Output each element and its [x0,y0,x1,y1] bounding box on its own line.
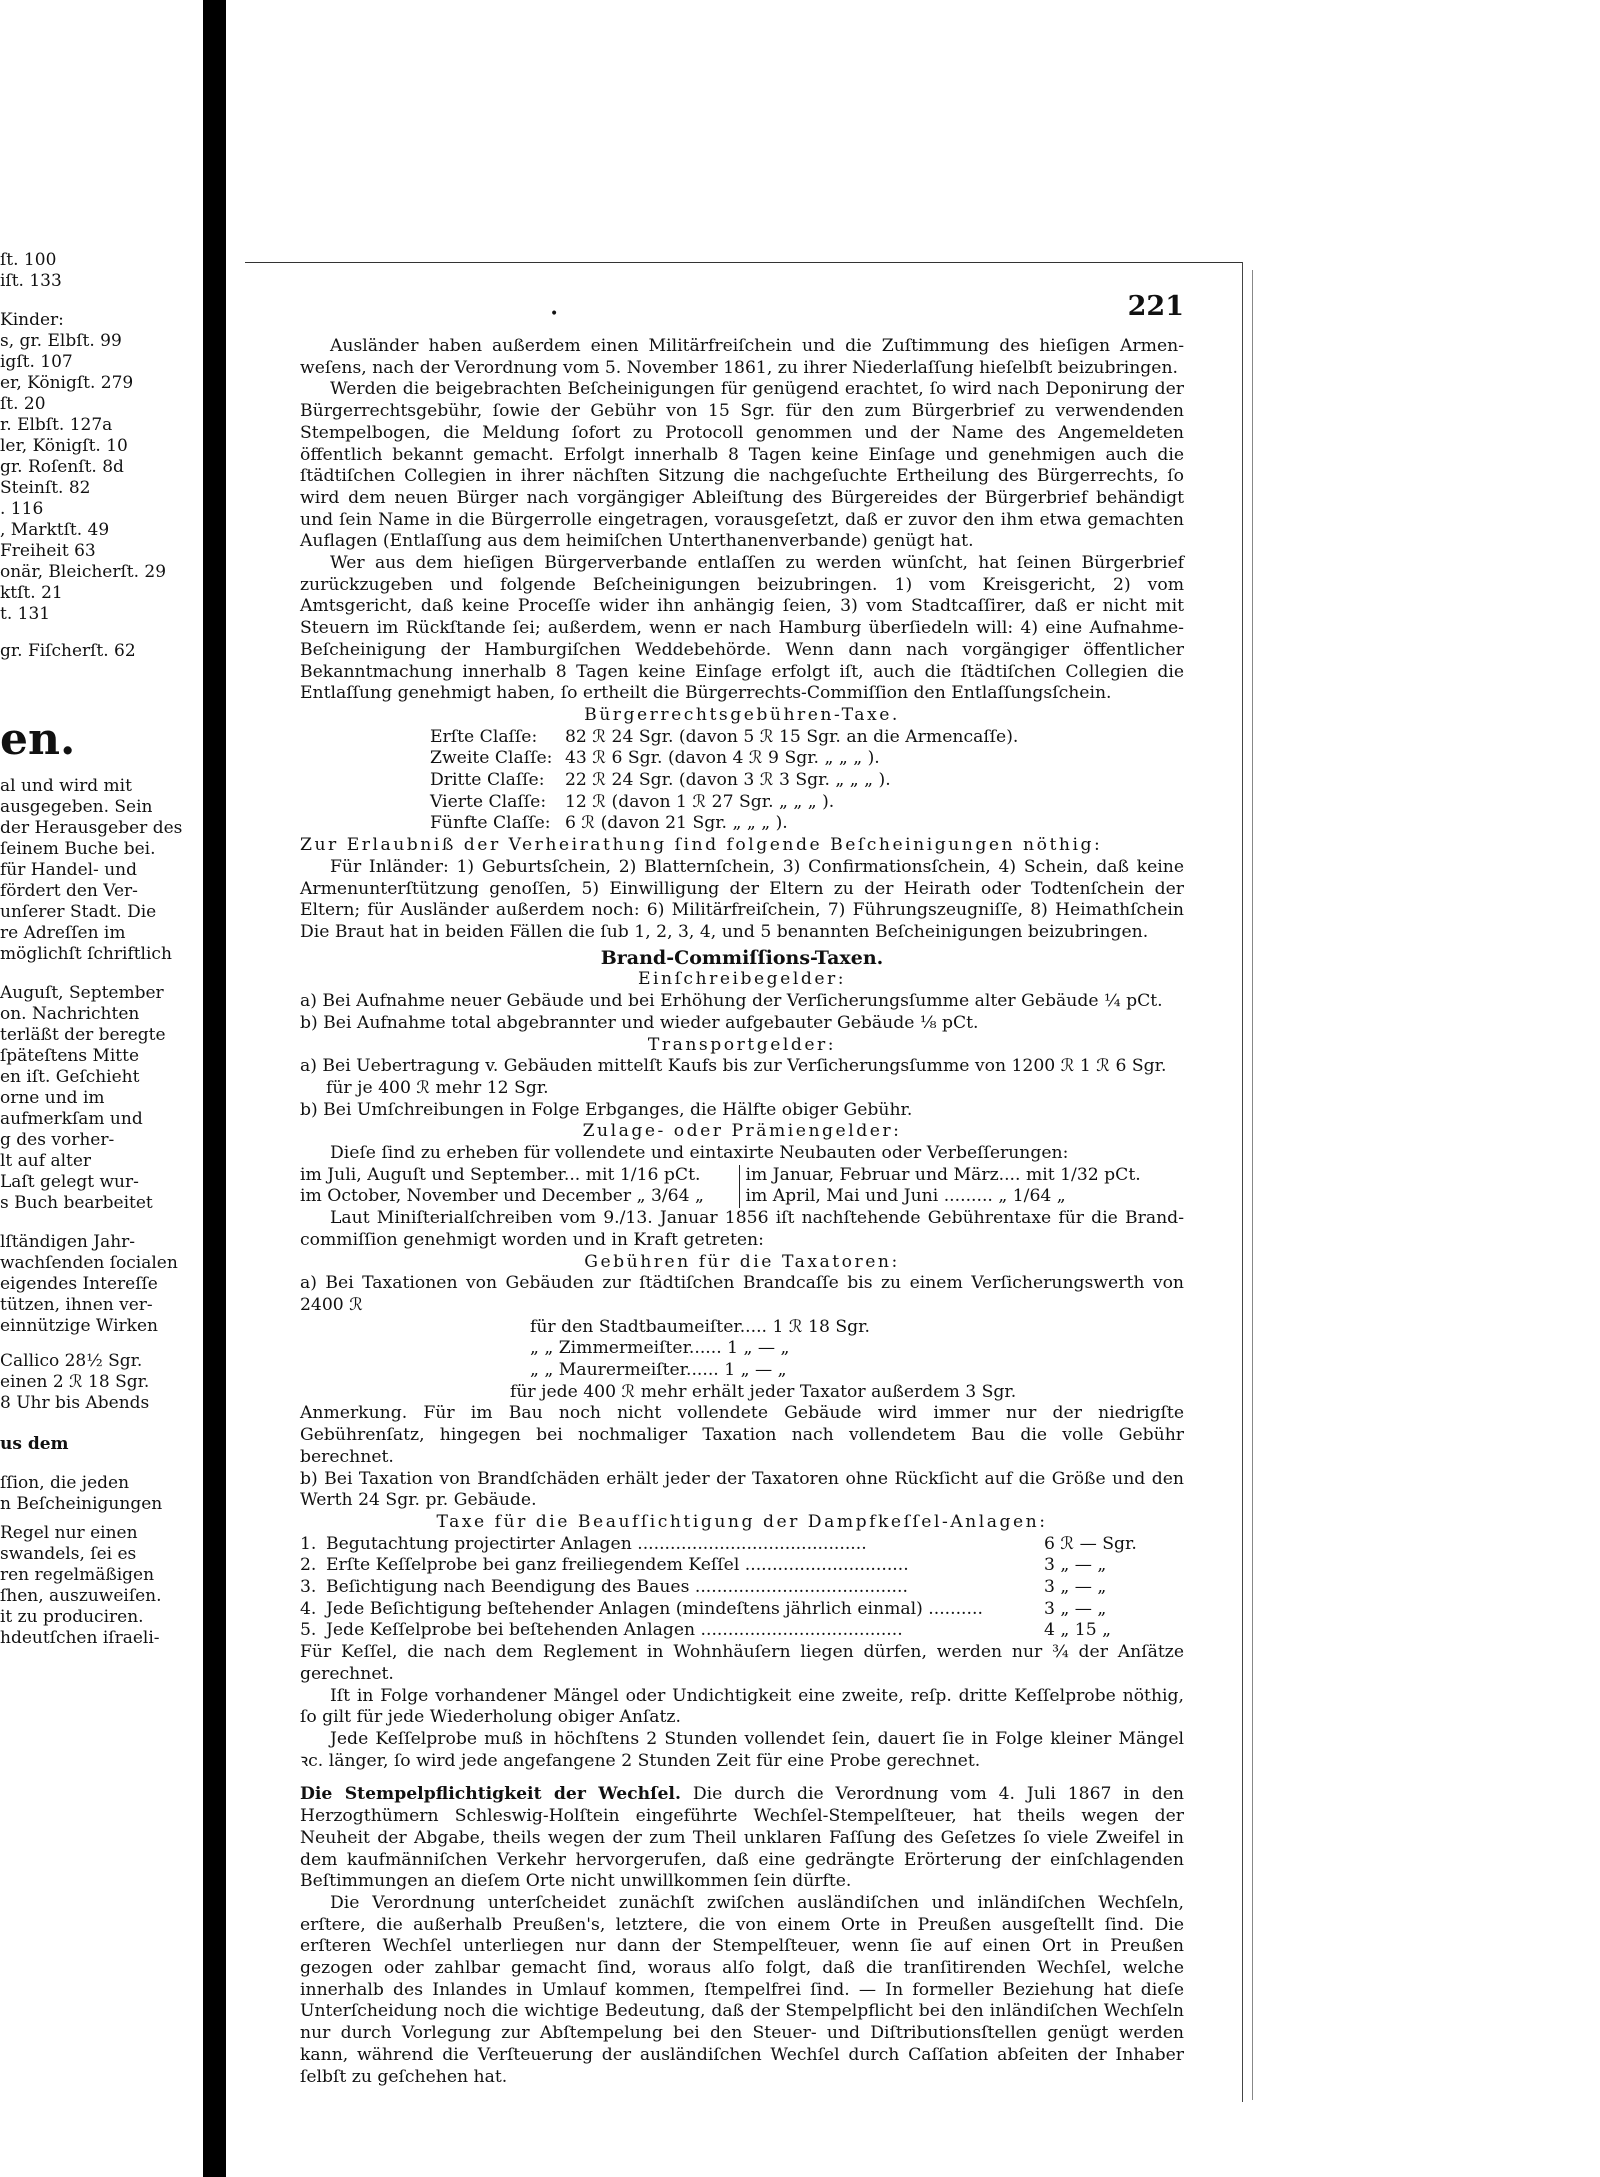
paragraph: Jede Keſſelprobe muß in höchſtens 2 Stunden vollendet ſein, dauert ſie in Folge kleiner Mängel ꝛc. länger, ſo wird jede angefangene 2 Stunden Zeit für eine Probe gerechnet. [300,1729,1184,1771]
section-heading: Brand-Commiſſions-Taxen. [600,946,884,969]
left-line: al und wird mit [0,776,132,796]
fee-class: Dritte Claſſe: [430,770,545,791]
left-line: fördert den Ver- [0,881,138,901]
left-block-d [0,776,200,965]
left-line: Freiheit 63 [0,541,96,561]
article [300,1784,1184,1893]
paragraph: a) Bei Uebertragung v. Gebäuden mittelſt Kaufs bis zur Verſicherungsſumme von 1200 ℛ 1 ℛ 6 Sgr. [300,1056,1167,1077]
premium-table [300,1165,1184,1208]
premium-row: im October, November und December „ 3/64 „ [300,1186,704,1207]
fee-row [300,727,1184,749]
left-line: orne und im [0,1088,105,1108]
left-line: n Beſcheinigungen [0,1494,163,1514]
left-line: terläßt der beregte [0,1025,166,1045]
premium-row: im April, Mai und Juni ......... „ 1/64 „ [745,1186,1066,1207]
left-page-fragment [0,250,200,2110]
fee-value: 6 ℛ (davon 21 Sgr. „ „ „ ). [565,813,788,834]
left-line: Kinder: [0,310,64,330]
paragraph: für je 400 ℛ mehr 12 Sgr. [326,1077,549,1098]
row-number: 5. [300,1620,317,1641]
section-title: Zulage- oder Prämiengelder: [582,1121,902,1142]
taxator-row: „ „ Maurermeiſter...... 1 „ — „ [530,1360,787,1381]
left-line: ſhen, auszuweiſen. [0,1586,162,1606]
fee-row [300,748,1184,770]
left-line: Callico 28½ Sgr. [0,1351,143,1371]
section-title: Bürgerrechtsgebühren-Taxe. [584,704,900,725]
row-value: 3 „ — „ [1044,1555,1107,1576]
left-subheading: us dem [0,1434,69,1454]
boiler-row [300,1555,1184,1577]
left-line: iſt. 133 [0,271,62,291]
left-line: ler, Königſt. 10 [0,436,128,456]
left-line: einnützige Wirken [0,1316,158,1336]
boiler-row [300,1620,1184,1642]
section-title: Einſchreibegelder: [637,969,847,990]
left-line: eigendes Intereſſe [0,1274,158,1294]
taxator-fees [300,1317,1184,1404]
paragraph: Dieſe ſind zu erheben für vollendete und eintaxirte Neubauten oder Verbeſſerungen: [330,1143,1069,1164]
left-line: hdeutſchen iſraeli- [0,1628,160,1648]
fee-table [300,727,1184,836]
left-line: Regel nur einen [0,1523,138,1543]
left-line: swandels, ſei es [0,1544,137,1564]
row-text: Erſte Keſſelprobe bei ganz freiliegendem Keſſel .............................. [326,1555,909,1576]
boiler-row [300,1577,1184,1599]
paragraph: Iſt in Folge vorhandener Mängel oder Undichtigkeit eine zweite, reſp. dritte Keſſelprobe nöthig, ſo gilt für jede Wiederholung obiger Anſatz. [300,1685,1184,1728]
article-text: Die durch die Verordnung vom 4. Juli 1867 in den Herzogthümern Schleswig-Holſtein eingeführte Wechſel-Stempelſteuer, hat theils wegen der Neuheit der Abgabe, theils wegen der zum Theil unklaren Faſſung des Geſetzes ſo viele Zweifel in dem kaufmänniſchen Verkehr hervorgerufen, daß eine gedrängte Erörterung der einſchlagenden Beſtimmungen an dieſem Orte nicht unwillkommen ſein dürfte. [300,1784,1185,1892]
left-line: t. 131 [0,604,51,624]
printer-mark: • [550,306,559,322]
left-line: g des vorher- [0,1130,115,1150]
left-block-f [0,1232,200,1337]
boiler-table [300,1534,1184,1643]
page-number: 221 [1127,291,1184,322]
premium-left [300,1165,739,1208]
left-line: en iſt. Geſchieht [0,1067,140,1087]
paragraph: b) Bei Umſchreibungen in Folge Erbganges, die Hälfte obiger Gebühr. [300,1099,913,1120]
paragraph: b) Bei Aufnahme total abgebrannter und wieder aufgebauter Gebäude ⅛ pCt. [300,1012,979,1033]
left-line: aufmerkſam und [0,1109,143,1129]
left-line: ſſion, die jeden [0,1473,130,1493]
paragraph: Für Inländer: 1) Geburtsſchein, 2) Blatternſchein, 3) Confirmationsſchein, 4) Schein, daß keine Armenunterſtützung genoſſen, 5) Einwilligung der Eltern zu der Heirath oder Todtenſchein der Eltern; für Ausländer außerdem noch: 6) Militärfreiſchein, 7) Führungszeugniſſe, 8) Heimathſchein Die Braut hat in beiden Fällen die ſub 1, 2, 3, 4, und 5 benannten Beſcheinigungen beizubringen. [300,856,1184,942]
left-line: möglichſt ſchriftlich [0,944,172,964]
left-line: s, gr. Elbſt. 99 [0,331,122,351]
row-text: Begutachtung projectirter Anlagen .......................................... [326,1533,867,1554]
boiler-row [300,1534,1184,1556]
left-line: . 116 [0,499,44,519]
paragraph: Laut Miniſterialſchreiben vom 9./13. Januar 1856 iſt nachſtehende Gebührentaxe für die Brandcommiſſion genehmigt worden und in Kraft getreten: [300,1208,1184,1250]
left-line: re Adreſſen im [0,923,126,943]
row-value: 4 „ 15 „ [1044,1620,1112,1641]
row-text: Beſichtigung nach Beendigung des Baues ....................................... [326,1577,908,1598]
left-line: wachſenden ſocialen [0,1253,178,1273]
left-line: Laſt gelegt wur- [0,1172,139,1192]
premium-right [739,1165,1185,1208]
fee-value: 22 ℛ 24 Sgr. (davon 3 ℛ 3 Sgr. „ „ „ ). [565,770,891,791]
left-line: lſtändigen Jahr- [0,1232,136,1252]
premium-row: im Januar, Februar und März.... mit 1/32 pCt. [745,1164,1141,1185]
row-value: 3 „ — „ [1044,1598,1107,1619]
left-line: für Handel- und [0,860,137,880]
paragraph: Für Keſſel, die nach dem Reglement in Wohnhäuſern liegen dürfen, werden nur ¾ der Anſätze gerechnet. [300,1642,1184,1684]
section-title: Zur Erlaubniß der Verheirathung ſind folgende Beſcheinigungen nöthig: [300,835,1103,856]
paragraph: b) Bei Taxation von Brandſchäden erhält jeder der Taxatoren ohne Rückſicht auf die Größe und den Werth 24 Sgr. pr. Gebäude. [300,1468,1184,1511]
row-value: 3 „ — „ [1044,1577,1107,1598]
fee-class: Fünfte Claſſe: [430,813,551,834]
left-line: ſeinem Buche bei. [0,839,156,859]
left-block-a [0,250,200,292]
left-line: igſt. 107 [0,352,73,372]
left-heading: en. [0,714,76,765]
left-line: onär, Bleicherſt. 29 [0,562,167,582]
left-line: ren regelmäßigen [0,1565,155,1585]
fee-class: Erſte Claſſe: [430,726,538,747]
section-title: Taxe für die Beaufſichtigung der Dampfkeſſel-Anlagen: [436,1511,1048,1532]
fee-value: 43 ℛ 6 Sgr. (davon 4 ℛ 9 Sgr. „ „ „ ). [565,748,880,769]
section-title: Gebühren für die Taxatoren: [584,1251,900,1272]
row-value: 6 ℛ — Sgr. [1044,1533,1137,1554]
left-line: gr. Roſenſt. 8d [0,457,124,477]
taxator-row: für jede 400 ℛ mehr erhält jeder Taxator außerdem 3 Sgr. [510,1381,1017,1402]
left-line: er, Königſt. 279 [0,373,134,393]
taxator-row: für den Stadtbaumeiſter..... 1 ℛ 18 Sgr. [530,1316,870,1337]
row-number: 1. [300,1533,317,1554]
left-line: Auguſt, September [0,983,164,1003]
fee-value: 12 ℛ (davon 1 ℛ 27 Sgr. „ „ „ ). [565,791,835,812]
page-edge [1242,262,1243,2102]
paragraph: Wer aus dem hieſigen Bürgerverbande entlaſſen zu werden wünſcht, hat ſeinen Bürgerbrief zurückzugeben und folgende Beſcheinigungen beizubringen. 1) vom Kreisgericht, 2) vom Amtsgericht, daß keine Proceſſe wider ihn anhängig ſeien, 3) vom Stadtcaſſirer, daß er nicht mit Steuern im Rückſtande ſei; außerdem, wenn er nach Hamburg überſiedeln will: 4) eine Aufnahme-Beſcheinigung der Hamburgiſchen Weddebehörde. Wenn dann nach vorgängiger öffentlicher Bekanntmachung innerhalb 8 Tagen keine Einſage erfolgt iſt, auch die ſtädtiſchen Collegien die Entlaſſung genehmigt haben, ſo ertheilt die Bürgerrechts-Commiſſion den Entlaſſungsſchein. [300,553,1184,704]
fee-class: Zweite Claſſe: [430,748,553,769]
left-line: ſt. 20 [0,394,46,414]
row-number: 3. [300,1577,317,1598]
row-text: Jede Keſſelprobe bei beſtehenden Anlagen ..................................... [326,1620,903,1641]
row-text: Jede Beſichtigung beſtehender Anlagen (mindeſtens jährlich einmal) .......... [326,1598,983,1619]
left-line: unſerer Stadt. Die [0,902,157,922]
left-line: ſpäteſtens Mitte [0,1046,140,1066]
paragraph: Die Verordnung unterſcheidet zunächſt zwiſchen ausländiſchen und inländiſchen Wechſeln, erſtere, die außerhalb Preußen's, letztere, die von einem Orte in Preußen ausgeſtellt ſind. Die erſteren Wechſel unterliegen nur dann der Stempelſteuer, wenn ſie auf einen Ort in Preußen gezogen oder zahlbar gemacht ſind, woraus alſo folgt, daß die tranſitirenden Wechſel, welche innerhalb des Inlandes in Umlauf kommen, ſtempelfrei ſind. — In formeller Beziehung hat dieſe Unterſcheidung noch die wichtige Bedeutung, daß der Stempelpflicht bei den inländiſchen Wechſeln nur durch Vorlegung zur Abſtempelung bei den Steuer- und Diſtributionsſtellen genügt werden kann, während die Verſteuerung der ausländiſchen Wechſel durch Caſſation abſeiten der Inhaber ſelbſt zu geſchehen hat. [300,1892,1184,2087]
left-line: on. Nachrichten [0,1004,140,1024]
note: Anmerkung. Für im Bau noch nicht vollendete Gebäude wird immer nur der niedrigſte Gebührenſatz, hingegen bei nochmaliger Taxation nach vollendetem Bau die volle Gebühr berechnet. [300,1403,1184,1467]
fee-row [300,792,1184,814]
paragraph: a) Bei Taxationen von Gebäuden zur ſtädtiſchen Brandcaſſe bis zu einem Verſicherungswerth von 2400 ℛ [300,1273,1184,1315]
left-line: , Marktſt. 49 [0,520,110,540]
left-line: gr. Fiſcherſt. 62 [0,641,136,661]
left-line: einen 2 ℛ 18 Sgr. [0,1372,150,1392]
left-line: ktſt. 21 [0,583,63,603]
paragraph: Ausländer haben außerdem einen Militärfreiſchein und die Zuſtimmung des hieſigen Armenweſens, nach der Verordnung vom 5. November 1861, zu ihrer Niederlaſſung hieſelbſt beizubringen. [300,336,1184,378]
fee-class: Vierte Claſſe: [430,791,547,812]
fee-value: 82 ℛ 24 Sgr. (davon 5 ℛ 15 Sgr. an die Armencaſſe). [565,726,1019,747]
boiler-row [300,1599,1184,1621]
left-line: r. Elbſt. 127a [0,415,113,435]
premium-row: im Juli, Auguſt und September... mit 1/16 pCt. [300,1164,701,1185]
left-line: Steinſt. 82 [0,478,91,498]
article-title: Die Stempelpflichtigkeit der Wechſel. [300,1784,681,1805]
book-binding [203,0,226,2177]
taxator-row: „ „ Zimmermeiſter...... 1 „ — „ [530,1338,790,1359]
page-body [300,336,1184,2088]
left-block-g [0,1351,200,1414]
paragraph: a) Bei Aufnahme neuer Gebäude und bei Erhöhung der Verſicherungsſumme alter Gebäude ¼ pCt. [300,991,1163,1012]
section-title: Transportgelder: [647,1034,837,1055]
left-line: ausgegeben. Sein [0,797,153,817]
left-line: der Herausgeber des [0,818,183,838]
page-edge [1252,270,1253,2100]
left-block-e [0,983,200,1214]
left-block-i [0,1473,200,1649]
fee-row [300,813,1184,835]
left-line: lt auf alter [0,1151,92,1171]
left-line: it zu produciren. [0,1607,144,1627]
row-number: 4. [300,1598,317,1619]
left-line: tützen, ihnen ver- [0,1295,153,1315]
page-edge [245,262,1242,263]
row-number: 2. [300,1555,317,1576]
left-block-b [0,310,200,625]
left-line: s Buch bearbeitet [0,1193,153,1213]
left-line: 8 Uhr bis Abends [0,1393,150,1413]
fee-row [300,770,1184,792]
paragraph: Werden die beigebrachten Beſcheinigungen für genügend erachtet, ſo wird nach Deponirung der Bürgerrechtsgebühr, ſowie der Gebühr von 15 Sgr. für den zum Bürgerbrief zu verwendenden Stempelbogen, die Meldung ſofort zu Protocoll genommen und der Name des Angemeldeten öffentlich bekannt gemacht. Erfolgt innerhalb 8 Tagen keine Einſage und genehmigen auch die ſtädtiſchen Collegien in ihrer nächſten Sitzung die nachgeſuchte Ertheilung des Bürgerrechts, ſo wird dem neuen Bürger nach vorgängiger Ableiſtung des Bürgereides der Bürgerbrief behändigt und ſein Name in die Bürgerrolle eingetragen, vorausgeſetzt, daß er zuvor den ihm etwa gemachten Auflagen (Entlaſſung aus dem heimiſchen Unterthanenverbande) genügt hat. [300,379,1184,552]
left-line: ſt. 100 [0,250,57,270]
